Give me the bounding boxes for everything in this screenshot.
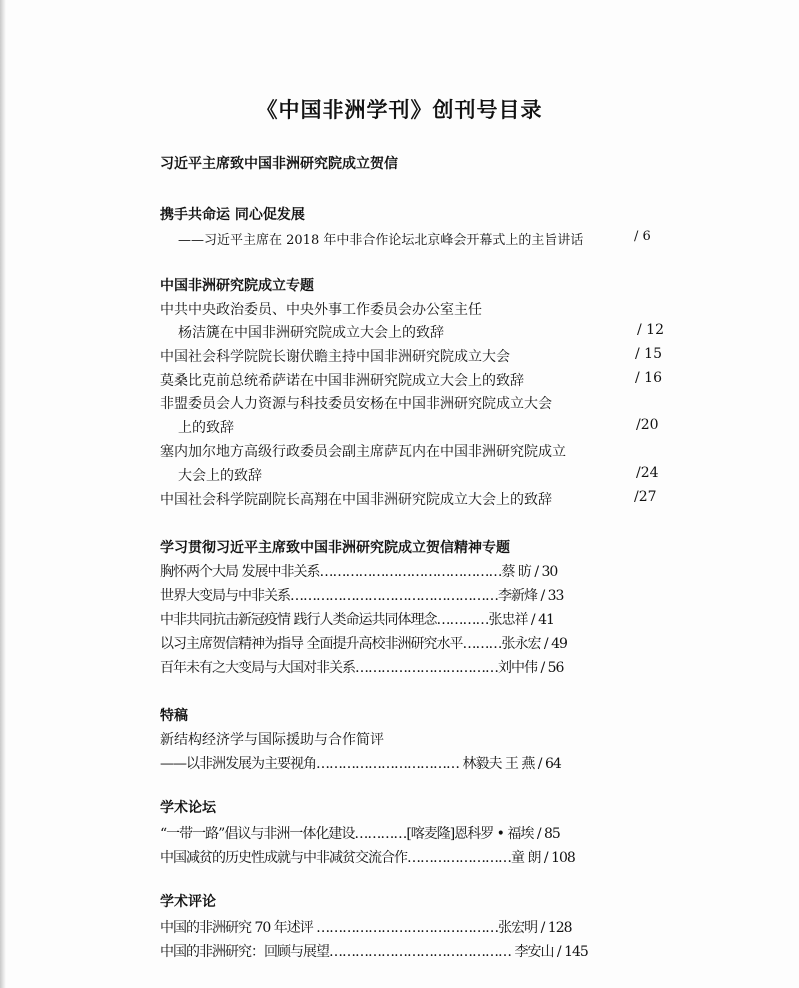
toc-entry-text: 大会上的致辞 <box>178 468 262 484</box>
toc-entry-page: / 6 <box>634 229 651 244</box>
toc-entry-page: /24 <box>636 465 659 481</box>
toc-entry-text: 塞内加尔地方高级行政委员会副主席萨瓦内在中国非洲研究院成立 <box>160 444 566 460</box>
page-title: 《中国非洲学刊》创刊号目录 <box>256 97 543 122</box>
toc-entry-text: 中共中央政治委员、中央外事工作委员会办公室主任 <box>160 302 482 318</box>
toc-entry-page: / 16 <box>635 370 662 386</box>
toc-entry-page: / 12 <box>637 322 664 338</box>
toc-entry: 胸怀两个大局 发展中非关系……………………………………蔡 昉 / 30 <box>160 564 558 580</box>
toc-entry-text: 中国社会科学院副院长高翔在中国非洲研究院成立大会上的致辞 <box>160 492 552 508</box>
toc-entry: “一带一路”倡议与非洲一体化建设…………[喀麦隆]恩科罗 • 福埃 / 85 <box>160 826 560 842</box>
toc-entry-page: / 15 <box>635 346 662 362</box>
toc-entry: 中国减贫的历史性成就与中非减贫交流合作……………………童 朗 / 108 <box>160 850 575 866</box>
toc-entry-text: 新结构经济学与国际援助与合作简评 <box>160 732 384 748</box>
section-heading-congratulatory-letter: 习近平主席致中国非洲研究院成立贺信 <box>160 156 398 172</box>
section-heading-study-topic: 学习贯彻习近平主席致中国非洲研究院成立贺信精神专题 <box>160 540 510 556</box>
section-heading-academic-review: 学术评论 <box>160 894 216 910</box>
toc-entry-text: 莫桑比克前总统希萨诺在中国非洲研究院成立大会上的致辞 <box>160 373 524 389</box>
toc-entry: 中非共同抗击新冠疫情 践行人类命运共同体理念…………张忠祥 / 41 <box>160 612 554 628</box>
toc-entry: 中国的非洲研究：回顾与展望…………………………………… 李安山 / 145 <box>160 944 588 960</box>
section-heading-institute-founding: 中国非洲研究院成立专题 <box>160 278 314 294</box>
section-heading-keynote: 携手共命运 同心促发展 <box>160 207 305 223</box>
toc-entry-text: 杨洁篪在中国非洲研究院成立大会上的致辞 <box>178 325 444 341</box>
toc-entry: 以习主席贺信精神为指导 全面提升高校非洲研究水平………张永宏 / 49 <box>160 636 567 652</box>
page-edge-shadow <box>0 0 6 988</box>
toc-entry-text: 中国社会科学院院长谢伏瞻主持中国非洲研究院成立大会 <box>160 349 510 365</box>
toc-entry-text: ——习近平主席在 2018 年中非合作论坛北京峰会开幕式上的主旨讲话 <box>178 233 584 248</box>
section-heading-academic-forum: 学术论坛 <box>160 800 216 816</box>
section-heading-special-article: 特稿 <box>160 708 188 724</box>
toc-entry-page: /27 <box>634 489 657 505</box>
toc-entry: 中国的非洲研究 70 年述评 ……………………………………张宏明 / 128 <box>160 920 572 936</box>
toc-entry-text: 上的致辞 <box>178 420 234 436</box>
toc-entry: 世界大变局与中非关系…………………………………………李新烽 / 33 <box>160 588 564 604</box>
toc-entry-page: /20 <box>636 417 659 433</box>
toc-entry-text: 非盟委员会人力资源与科技委员安杨在中国非洲研究院成立大会 <box>160 396 552 412</box>
toc-entry: 百年未有之大变局与大国对非关系……………………………刘中伟 / 56 <box>160 660 564 676</box>
toc-entry: ——以非洲发展为主要视角…………………………… 林毅夫 王 燕 / 64 <box>160 756 561 772</box>
